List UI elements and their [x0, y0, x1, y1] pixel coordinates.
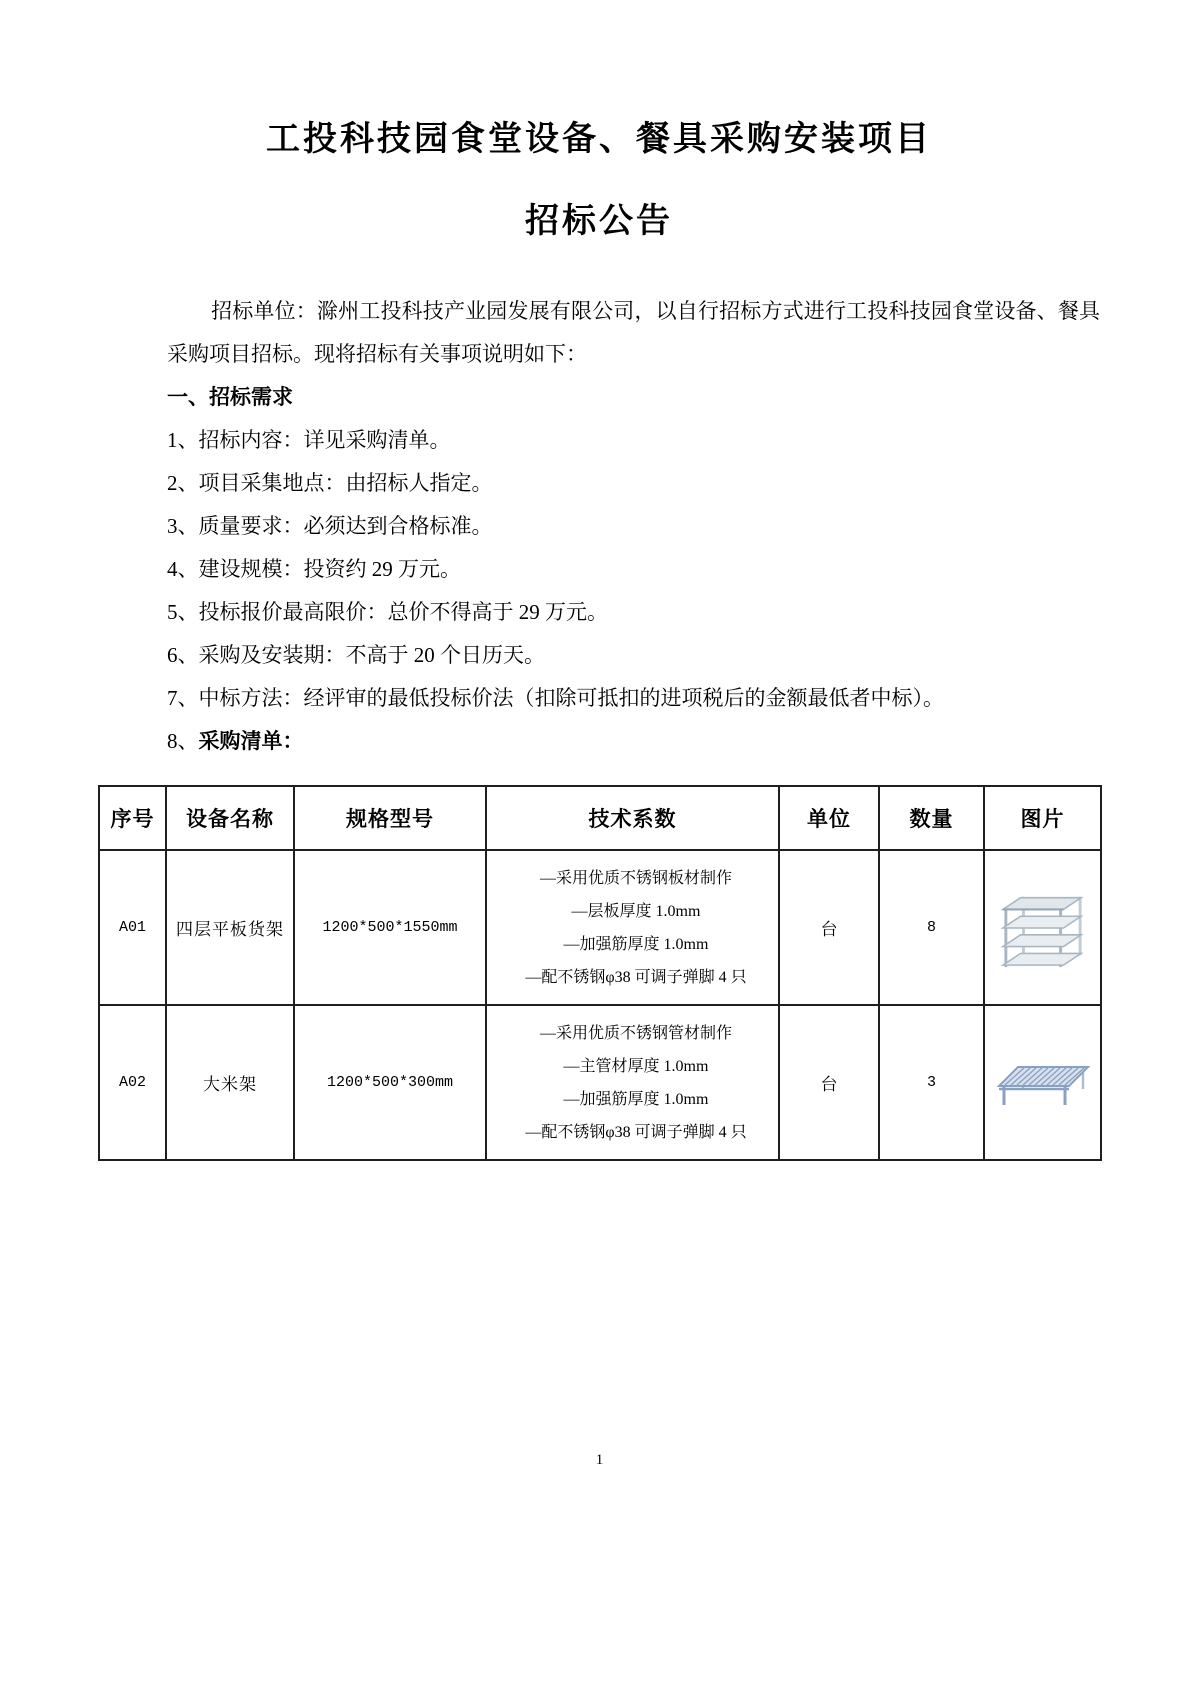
list-item-4: 4、建设规模：投资约 29 万元。 — [167, 557, 461, 581]
list-item-6: 6、采购及安装期：不高于 20 个日历天。 — [167, 643, 545, 667]
list-item-8 — [167, 720, 1100, 763]
cell-spec: 1200*500*300mm — [294, 1005, 486, 1160]
col-header-seq: 序号 — [99, 786, 166, 850]
tech-spec-line: —加强筋厚度 1.0mm — [563, 935, 709, 953]
col-header-spec: 规格型号 — [294, 786, 486, 850]
cell-quantity: 8 — [879, 850, 984, 1005]
section-heading-requirements: 一、招标需求 — [167, 385, 293, 409]
cell-device-name: 四层平板货架 — [166, 850, 294, 1005]
tech-spec-line: —主管材厚度 1.0mm — [563, 1057, 709, 1075]
cell-quantity: 3 — [879, 1005, 984, 1160]
page-number: 1 — [595, 1452, 604, 1468]
cell-seq: A01 — [99, 850, 166, 1005]
cell-tech-specs — [486, 1005, 779, 1160]
intro-paragraph: 招标单位：滁州工投科技产业园发展有限公司，以自行招标方式进行工投科技园食堂设备、餐具采购项目招标。现将招标有关事项说明如下： — [167, 299, 1100, 366]
col-header-tech: 技术系数 — [486, 786, 779, 850]
four-tier-shelf-image — [996, 885, 1090, 971]
cell-seq: A02 — [99, 1005, 166, 1160]
cell-spec: 1200*500*1550mm — [294, 850, 486, 1005]
tech-spec-line: —配不锈钢φ38 可调子弹脚 4 只 — [525, 1123, 747, 1141]
cell-device-name: 大米架 — [166, 1005, 294, 1160]
tech-spec-line: —采用优质不锈钢管材制作 — [539, 1024, 732, 1042]
body-text-block — [98, 290, 1100, 763]
table-row-a01 — [99, 850, 1101, 1005]
list-item-2: 2、项目采集地点：由招标人指定。 — [167, 471, 493, 495]
list-item-3: 3、质量要求：必须达到合格标准。 — [167, 514, 493, 538]
list-item-7: 7、中标方法：经评审的最低投标价法（扣除可抵扣的进项税后的金额最低者中标）。 — [167, 686, 944, 710]
col-header-qty: 数量 — [879, 786, 984, 850]
cell-unit: 台 — [779, 1005, 879, 1160]
table-header-row — [99, 786, 1101, 850]
rice-rack-image — [993, 1055, 1093, 1111]
procurement-table — [98, 785, 1102, 1161]
list-item-5: 5、投标报价最高限价：总价不得高于 29 万元。 — [167, 600, 608, 624]
cell-unit: 台 — [779, 850, 879, 1005]
cell-tech-specs — [486, 850, 779, 1005]
tech-spec-line: —层板厚度 1.0mm — [571, 902, 701, 920]
list-item-8-number: 8、 — [167, 729, 199, 753]
document-title-line2: 招标公告 — [525, 203, 673, 240]
table-row-a02 — [99, 1005, 1101, 1160]
tech-spec-line: —采用优质不锈钢板材制作 — [539, 869, 732, 887]
list-item-1: 1、招标内容：详见采购清单。 — [167, 428, 451, 452]
list-item-8-label: 采购清单： — [198, 729, 304, 753]
tech-spec-line: —加强筋厚度 1.0mm — [563, 1090, 709, 1108]
col-header-name: 设备名称 — [166, 786, 294, 850]
col-header-img: 图片 — [984, 786, 1101, 850]
col-header-unit: 单位 — [779, 786, 879, 850]
cell-picture — [984, 850, 1101, 1005]
cell-picture — [984, 1005, 1101, 1160]
document-title-line1: 工投科技园食堂设备、餐具采购安装项目 — [266, 121, 932, 158]
tech-spec-line: —配不锈钢φ38 可调子弹脚 4 只 — [525, 968, 747, 986]
